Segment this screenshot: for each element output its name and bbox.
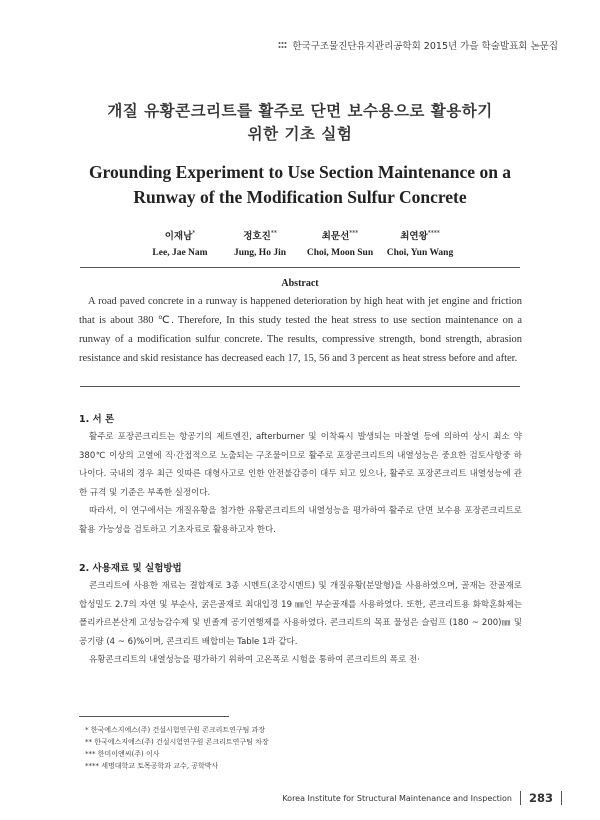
page-number: 283 <box>528 791 553 805</box>
abstract-body: A road paved concrete in a runway is happened deterioration by high heat with jet engine and friction that is about 380 ℃. Therefore, In this study tested the heat stress to use section maintenance on a runway of a modification sulfur concrete. The results, compressive strength, bond strength, abrasion resistance and skid resistance has decreased each 17, 15, 56 and 3 percent as heat stress before and after. <box>79 296 522 364</box>
affiliation-mark: **** <box>427 230 440 237</box>
section-body-materials-methods <box>79 577 522 670</box>
english-title-line-1: Grounding Experiment to Use Section Maintenance on a <box>88 162 512 182</box>
korean-title-line-1: 개질 유황콘크리트를 활주로 단면 보수용으로 활용하기 <box>107 102 493 120</box>
author-4 <box>375 226 465 261</box>
society-name: Korea Institute for Structural Maintenance and Inspection <box>282 793 512 803</box>
paragraph: 유황콘크리트의 내열성능을 평가하기 위하여 고온폭로 시험을 통하여 콘크리트의 폭로 전· <box>89 655 420 666</box>
english-title-line-2: Runway of the Modification Sulfur Concrete <box>133 187 467 207</box>
footnote: * 한국에스지에스(주) 건설시험연구원 콘크리트연구팀 과장 <box>85 726 266 734</box>
section-heading-materials-methods: 2. 사용재료 및 실험방법 <box>79 563 182 574</box>
author-name-ko: 최문선 <box>321 231 350 242</box>
abstract-heading: Abstract <box>281 278 319 289</box>
english-title <box>0 160 600 210</box>
paragraph: 활주로 포장콘크리트는 항공기의 제트엔진, afterburner 및 이착륙시 발생되는 마찰열 등에 의하여 상시 최소 약 380℃ 이상의 고열에 직·간접적으로 노출되는 구조물이므로 활주로 포장콘크리트의 내열성능은 중요한 검토사항중 하나이다. 국내의 경우 최근 잇따른 대형사고로 인한 안전불감증이 대두 되고 있으나, 활주로 포장콘크리트 내열성능에 관한 규격 및 기준은 부족한 실정이다. <box>79 432 522 498</box>
affiliation-mark: *** <box>349 230 359 237</box>
dot-grid-icon <box>278 41 288 49</box>
footer-separator <box>520 791 521 805</box>
footnote: **** 세명대학교 토목공학과 교수, 공학박사 <box>85 762 219 770</box>
footnote: *** 한미이앤씨(주) 이사 <box>85 750 160 758</box>
divider <box>80 386 520 387</box>
footnote-divider <box>79 716 229 717</box>
korean-title-line-2: 위한 기초 실험 <box>247 125 353 143</box>
korean-title <box>0 100 600 146</box>
author-3 <box>295 226 385 261</box>
author-name-en: Choi, Yun Wang <box>386 248 454 258</box>
paragraph: 콘크리트에 사용한 재료는 결합재로 3종 시멘트(조강시멘트) 및 개질유황(분말형)을 사용하였으며, 골재는 잔골재로 합성밀도 2.7의 자연 및 부순사, 굵은골재로 최대입경 19 ㎜인 부순골재를 사용하였다. 또한, 콘크리트용 화학혼화제는 폴리카르본산계 고성능감수제 및 빈졸계 공기연행제를 사용하였다. 콘크리트의 목표 물성은 슬럼프 (180 ~ 200)㎜ 및 공기량 (4 ~ 6)%이며, 콘크리트 배합비는 Table 1과 같다. <box>79 581 522 647</box>
affiliation-mark: ** <box>270 230 277 237</box>
footnotes <box>85 724 269 772</box>
paragraph: 따라서, 이 연구에서는 개질유황을 첨가한 유황콘크리트의 내열성능을 평가하여 활주로 단면 보수용 포장콘크리트로 활용 가능성을 검토하고 기초자료로 활용하고자 한다. <box>79 506 522 535</box>
author-1 <box>145 226 215 261</box>
section-body-introduction <box>79 428 522 540</box>
footer-separator <box>561 791 562 805</box>
affiliation-mark: * <box>192 230 196 237</box>
author-name-en: Choi, Moon Sun <box>306 248 374 258</box>
running-header <box>278 38 558 52</box>
author-name-ko: 이재남 <box>164 231 193 242</box>
proceedings-title: 한국구조물진단유지관리공학회 2015년 가을 학술발표회 논문집 <box>292 41 558 52</box>
author-name-en: Jung, Ho Jin <box>233 248 286 258</box>
author-name-ko: 정호진 <box>243 231 271 242</box>
page-footer <box>282 791 562 805</box>
author-name-en: Lee, Jae Nam <box>152 248 208 258</box>
divider <box>80 267 520 268</box>
author-name-ko: 최연왕 <box>400 231 428 242</box>
author-2 <box>225 226 295 261</box>
footnote: ** 한국에스지에스(주) 건설시험연구원 콘크리트연구팀 차장 <box>85 738 269 746</box>
section-heading-introduction: 1. 서 론 <box>79 414 115 425</box>
